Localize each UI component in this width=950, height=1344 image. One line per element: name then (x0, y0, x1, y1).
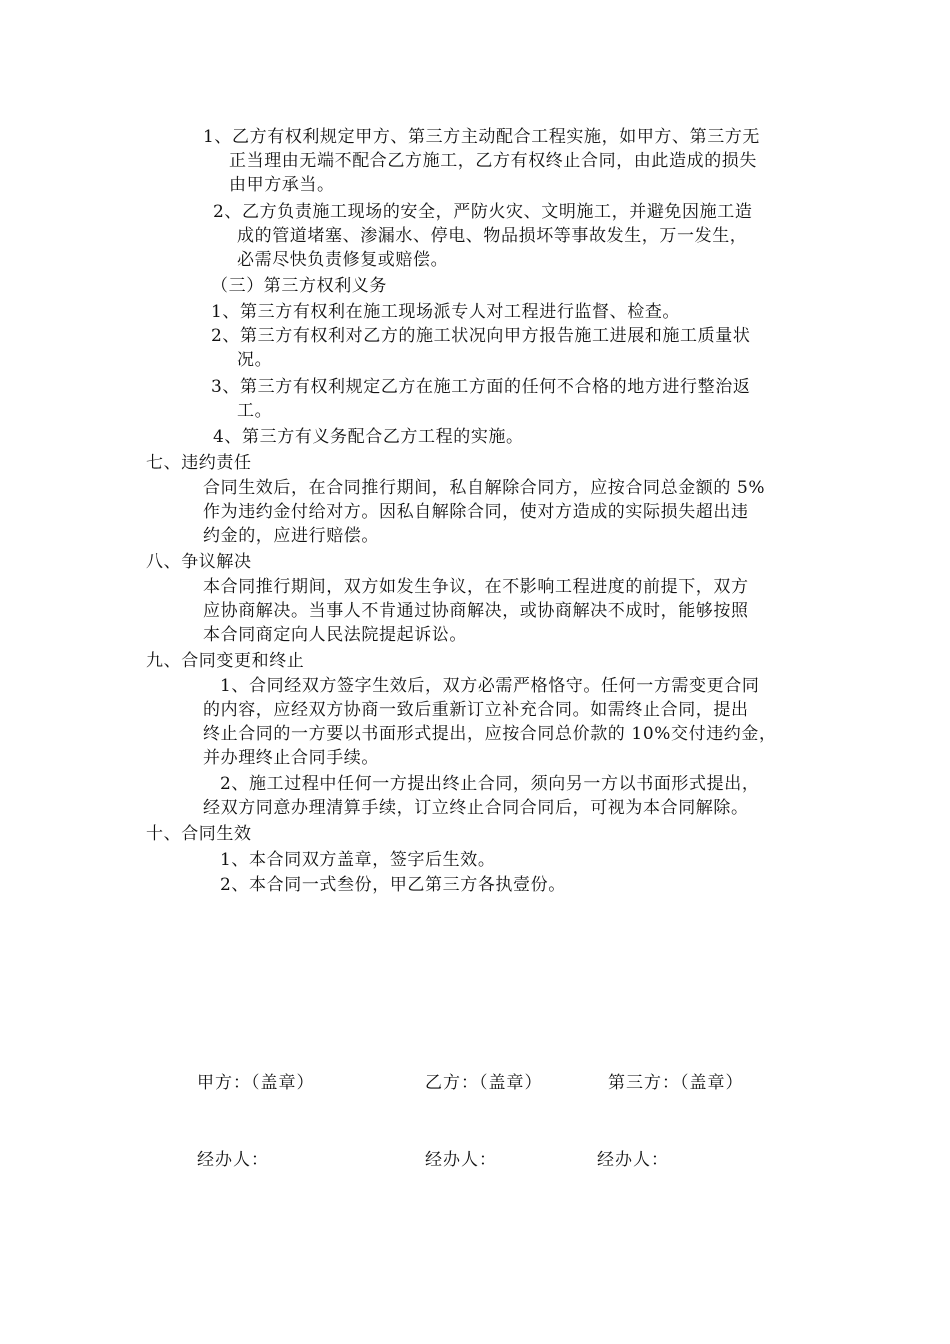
paragraph-line: 合同生效后，在合同推行期间，私自解除合同方，应按合同总金额的 5% (203, 478, 766, 498)
section-heading: 十、合同生效 (146, 824, 252, 844)
party-a-agent: 经办人： (197, 1150, 269, 1170)
paragraph-line: 经双方同意办理清算手续，订立终止合同合同后，可视为本合同解除。 (203, 798, 749, 818)
party-a-seal: 甲方：（盖章） (197, 1073, 315, 1093)
clause-line: 2、乙方负责施工现场的安全，严防火灾、文明施工，并避免因施工造 (213, 202, 753, 222)
clause-line: 工。 (237, 401, 273, 421)
clause-line: 必需尽快负责修复或赔偿。 (237, 250, 449, 270)
clause-line: 1、第三方有权利在施工现场派专人对工程进行监督、检查。 (211, 302, 681, 322)
section-heading: 八、争议解决 (146, 552, 252, 572)
paragraph-line: 1、合同经双方签字生效后，双方必需严格恪守。任何一方需变更合同 (220, 676, 760, 696)
clause-line: 正当理由无端不配合乙方施工，乙方有权终止合同，由此造成的损失 (229, 151, 757, 171)
section-heading: 七、违约责任 (146, 453, 252, 473)
party-c-seal: 第三方：（盖章） (608, 1073, 744, 1093)
paragraph-line: 并办理终止合同手续。 (203, 748, 379, 768)
clause-line: 3、第三方有权利规定乙方在施工方面的任何不合格的地方进行整治返 (211, 377, 751, 397)
paragraph-line: 作为违约金付给对方。因私自解除合同，使对方造成的实际损失超出违 (203, 502, 749, 522)
clause-line: 由甲方承当。 (229, 175, 335, 195)
paragraph-line: 2、施工过程中任何一方提出终止合同，须向另一方以书面形式提出， (220, 774, 760, 794)
clause-line: 况。 (237, 350, 273, 370)
paragraph-line: 本合同商定向人民法院提起诉讼。 (203, 625, 467, 645)
clause-line: 2、第三方有权利对乙方的施工状况向甲方报告施工进展和施工质量状 (211, 326, 751, 346)
paragraph-line: 的内容，应经双方协商一致后重新订立补充合同。如需终止合同，提出 (203, 700, 749, 720)
clause-line: 1、本合同双方盖章，签字后生效。 (220, 850, 496, 870)
paragraph-line: 应协商解决。当事人不肯通过协商解决，或协商解决不成时，能够按照 (203, 601, 749, 621)
section-heading: 九、合同变更和终止 (146, 651, 305, 671)
clause-line: 1、乙方有权利规定甲方、第三方主动配合工程实施，如甲方、第三方无 (203, 127, 761, 147)
paragraph-line: 约金的，应进行赔偿。 (203, 526, 379, 546)
party-b-seal: 乙方：（盖章） (425, 1073, 543, 1093)
party-b-agent: 经办人： (425, 1150, 497, 1170)
clause-line: 2、本合同一式叁份，甲乙第三方各执壹份。 (220, 875, 566, 895)
section-heading: （三）第三方权利义务 (211, 276, 387, 296)
paragraph-line: 终止合同的一方要以书面形式提出，应按合同总价款的 10%交付违约金， (203, 724, 777, 744)
clause-line: 成的管道堵塞、渗漏水、停电、物品损坏等事故发生，万一发生， (237, 226, 748, 246)
party-c-agent: 经办人： (597, 1150, 669, 1170)
clause-line: 4、第三方有义务配合乙方工程的实施。 (213, 427, 524, 447)
paragraph-line: 本合同推行期间，双方如发生争议，在不影响工程进度的前提下，双方 (203, 577, 749, 597)
